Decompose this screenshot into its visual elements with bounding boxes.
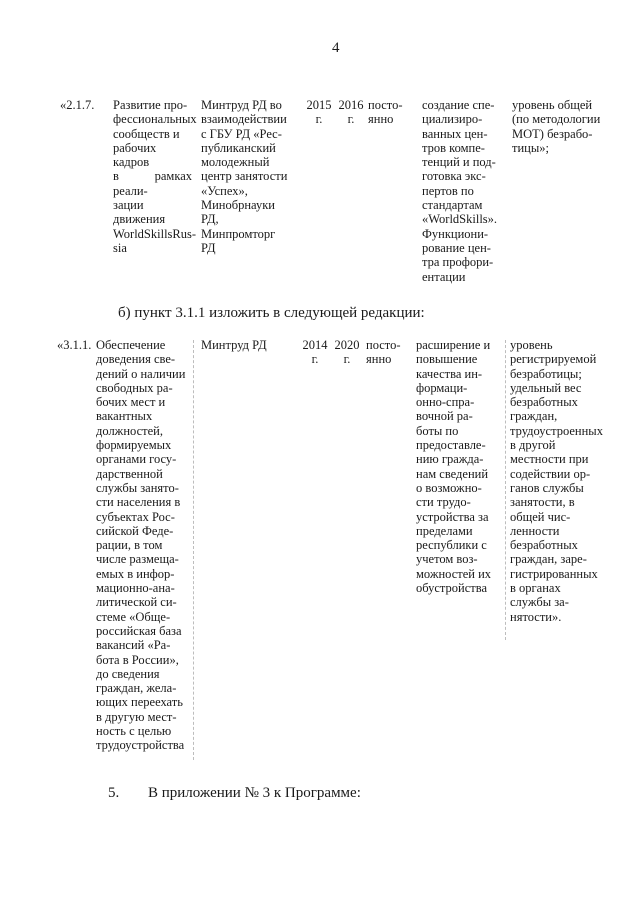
row-number: «3.1.1. xyxy=(57,338,92,352)
end-year: 2016 г. xyxy=(338,98,364,127)
start-year: 2014 г. xyxy=(302,338,328,367)
expected-result: создание спе- циализиро- ванных цен- тров компе- тенций и под- готовка экс- пертов по стандартам «WorldSkills». Функциони- рование цен- тра профори- ентации xyxy=(422,98,498,284)
period: посто- янно xyxy=(368,98,403,127)
item-number: 5. xyxy=(108,785,120,801)
expected-result: расширение и повышение качества ин- формаци- онно-спра- вочной ра- боты по предоставле- нию гражда- нам сведений о возможно- сти трудо- устройства за пределами республики с учетом воз- можностей их обустройства xyxy=(416,338,492,596)
column-separator xyxy=(193,340,194,760)
item-text: В приложении № 3 к Программе: xyxy=(148,785,361,801)
indicator: уровень регистрируемой безработицы; удельный вес безработных граждан, трудоустроенных в другой местности при содействии ор- ганов службы занятости, в общей чис- ленности безработных граждан, заре- гистрированных в органах службы за- нятости». xyxy=(510,338,603,624)
indicator: уровень общей (по методологии МОТ) безрабо- тицы»; xyxy=(512,98,601,155)
executor: Минтруд РД во взаимодействии с ГБУ РД «Рес- публиканский молодежный центр занятости «Успех», Минобрнауки РД, Минпромторг РД xyxy=(201,98,288,255)
column-separator xyxy=(505,340,506,640)
start-year: 2015 г. xyxy=(306,98,332,127)
end-year: 2020 г. xyxy=(334,338,360,367)
page-number: 4 xyxy=(332,40,340,56)
measure-description: Обеспечение доведения све- дений о наличии свободных ра- бочих мест и вакантных должностей, формируемых органами госу- дарственной службы занято- сти населения в субъектах Рос- сийской Феде- рации, в том числе размеща- емых в инфор- мационно-ана- литической си- стеме «Обще- российская база вакансий «Ра- бота в России», до сведения граждан, жела- ющих переехать в другую мест- ность с целью трудоустройства xyxy=(96,338,186,753)
period: посто- янно xyxy=(366,338,401,367)
measure-description: Развитие про- фессиональных сообществ и рабочих кадров в рамках реали- зации движения WorldSkillsRus- sia xyxy=(113,98,197,255)
executor: Минтруд РД xyxy=(201,338,267,352)
subclause-text: б) пункт 3.1.1 изложить в следующей редакции: xyxy=(118,305,425,321)
row-number: «2.1.7. xyxy=(60,98,95,112)
